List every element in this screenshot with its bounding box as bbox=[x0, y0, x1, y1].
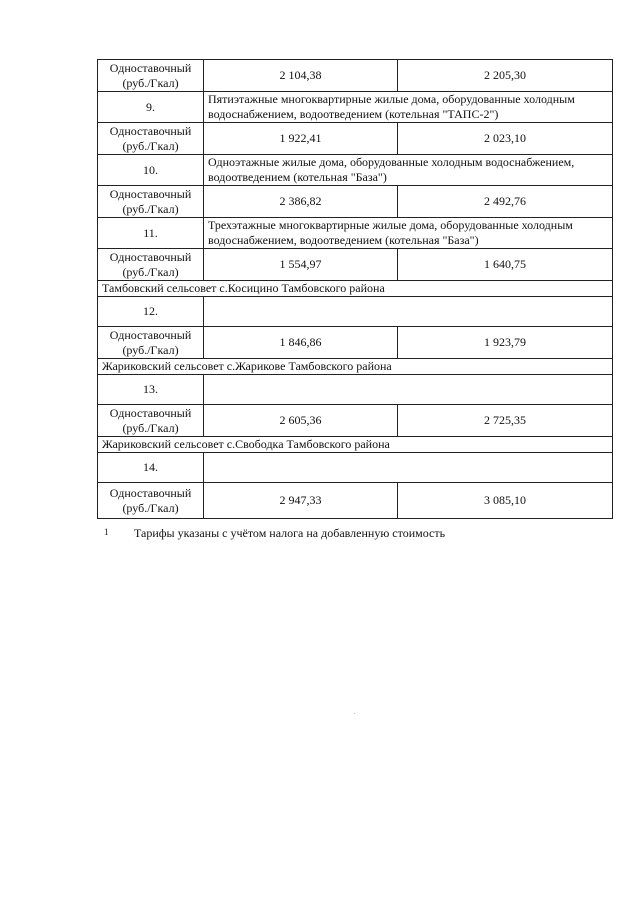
tariff-unit: (руб./Гкал) bbox=[122, 138, 179, 153]
tariff-value-2: 2 725,35 bbox=[398, 405, 613, 437]
footnote-text: Тарифы указаны с учётом налога на добавленную стоимость bbox=[134, 526, 446, 540]
tariff-value-1: 1 846,86 bbox=[204, 327, 398, 359]
table-row bbox=[98, 186, 613, 218]
tariff-value-2: 1 640,75 bbox=[398, 249, 613, 281]
tariff-value-1: 2 605,36 bbox=[204, 405, 398, 437]
table-row bbox=[98, 405, 613, 437]
empty-cell bbox=[204, 375, 613, 405]
settlement-heading: Жариковский сельсовет с.Жарикове Тамбовского района bbox=[98, 359, 613, 375]
tariff-value-2: 3 085,10 bbox=[398, 483, 613, 519]
tariff-label-cell bbox=[98, 123, 204, 155]
table-row bbox=[98, 92, 613, 123]
description-line: Пятиэтажные многоквартирные жилые дома, оборудованные холодным bbox=[208, 92, 575, 106]
tariff-label-cell bbox=[98, 327, 204, 359]
description-line: водоотведением (котельная "База") bbox=[208, 170, 387, 184]
table-row bbox=[98, 483, 613, 519]
row-description bbox=[204, 218, 613, 249]
tariff-label: Одноставочный bbox=[109, 485, 192, 500]
tariff-label: Одноставочный bbox=[109, 123, 192, 138]
tariff-value-2: 2 023,10 bbox=[398, 123, 613, 155]
tariff-value-2: 2 205,30 bbox=[398, 60, 613, 92]
row-index: 11. bbox=[98, 218, 204, 249]
table-row bbox=[98, 155, 613, 186]
table-row bbox=[98, 123, 613, 155]
tariff-value-1: 1 554,97 bbox=[204, 249, 398, 281]
tariff-value-1: 2 386,82 bbox=[204, 186, 398, 218]
empty-cell bbox=[204, 297, 613, 327]
description-line: водоснабжением, водоотведением (котельная "База") bbox=[208, 233, 479, 247]
tariff-label: Одноставочный bbox=[109, 405, 192, 420]
table-row bbox=[98, 375, 613, 405]
empty-cell bbox=[204, 453, 613, 483]
tariff-label-cell bbox=[98, 60, 204, 92]
tariff-label-cell bbox=[98, 483, 204, 519]
tariff-value-1: 1 922,41 bbox=[204, 123, 398, 155]
table-row bbox=[98, 281, 613, 297]
row-index: 9. bbox=[98, 92, 204, 123]
tariff-unit: (руб./Гкал) bbox=[122, 342, 179, 357]
description-line: Трехэтажные многоквартирные жилые дома, оборудованные холодным bbox=[208, 218, 573, 232]
table-row bbox=[98, 453, 613, 483]
tariff-label-cell bbox=[98, 405, 204, 437]
row-index: 14. bbox=[98, 453, 204, 483]
description-line: Одноэтажные жилые дома, оборудованные холодным водоснабжением, bbox=[208, 155, 575, 169]
table-row bbox=[98, 359, 613, 375]
table-row bbox=[98, 437, 613, 453]
tariff-label: Одноставочный bbox=[109, 249, 192, 264]
tariff-label: Одноставочный bbox=[109, 60, 192, 75]
tariff-label-cell bbox=[98, 249, 204, 281]
row-index: 10. bbox=[98, 155, 204, 186]
footnote-mark: 1 bbox=[104, 527, 109, 537]
table-row bbox=[98, 297, 613, 327]
footnote bbox=[104, 525, 445, 541]
settlement-heading: Жариковский сельсовет с.Свободка Тамбовского района bbox=[98, 437, 613, 453]
tariff-value-1: 2 104,38 bbox=[204, 60, 398, 92]
row-description bbox=[204, 92, 613, 123]
table-row bbox=[98, 218, 613, 249]
table-row bbox=[98, 249, 613, 281]
tariff-unit: (руб./Гкал) bbox=[122, 500, 179, 515]
table-row bbox=[98, 60, 613, 92]
tariff-value-2: 1 923,79 bbox=[398, 327, 613, 359]
tariff-value-2: 2 492,76 bbox=[398, 186, 613, 218]
tariff-unit: (руб./Гкал) bbox=[122, 201, 179, 216]
tariff-unit: (руб./Гкал) bbox=[122, 264, 179, 279]
row-description bbox=[204, 155, 613, 186]
row-index: 12. bbox=[98, 297, 204, 327]
table-row bbox=[98, 327, 613, 359]
tariff-value-1: 2 947,33 bbox=[204, 483, 398, 519]
tariff-table bbox=[97, 59, 613, 519]
tariff-unit: (руб./Гкал) bbox=[122, 420, 179, 435]
description-line: водоснабжением, водоотведением (котельная "ТАПС-2") bbox=[208, 107, 499, 121]
tariff-label: Одноставочный bbox=[109, 327, 192, 342]
tariff-label-cell bbox=[98, 186, 204, 218]
tariff-label: Одноставочный bbox=[109, 186, 192, 201]
tariff-unit: (руб./Гкал) bbox=[122, 75, 179, 90]
scan-speck bbox=[354, 713, 355, 714]
settlement-heading: Тамбовский сельсовет с.Косицино Тамбовского района bbox=[98, 281, 613, 297]
row-index: 13. bbox=[98, 375, 204, 405]
